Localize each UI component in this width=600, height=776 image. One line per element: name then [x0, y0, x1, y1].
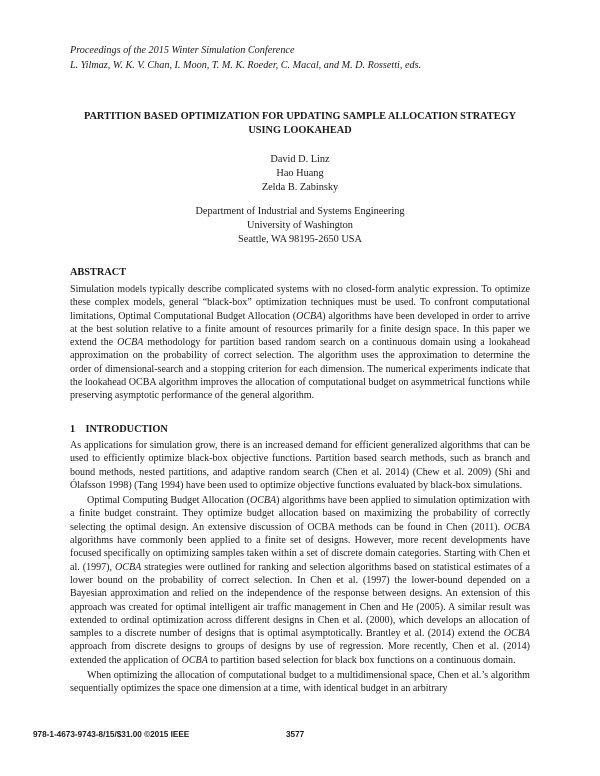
affiliation — [0, 205, 600, 247]
paper-title — [40, 110, 560, 138]
address: Seattle, WA 98195-2650 USA — [238, 234, 362, 245]
abstract-heading: ABSTRACT — [70, 267, 127, 278]
university: University of Washington — [247, 220, 353, 231]
department: Department of Industrial and Systems Engineering — [195, 206, 405, 217]
page-number: 3577 — [286, 730, 305, 739]
introduction-heading: 1 INTRODUCTION — [70, 424, 168, 435]
title-line-2: USING LOOKAHEAD — [248, 125, 352, 136]
isbn-line: 978-1-4673-9743-8/15/$31.00 ©2015 IEEE — [33, 730, 190, 739]
intro-paragraph-3: When optimizing the allocation of computational budget to a multidimensional space, Chen et al.’s algorithm sequentially optimizes the space one dimension at a time, with identical budget in an arbitrary — [70, 670, 530, 695]
abstract-body — [70, 283, 530, 403]
title-line-1: PARTITION BASED OPTIMIZATION FOR UPDATING SAMPLE ALLOCATION STRATEGY — [83, 111, 517, 122]
introduction-body — [70, 439, 530, 696]
author-name: Zelda B. Zabinsky — [261, 182, 339, 193]
abstract-paragraph: Simulation models typically describe complicated systems with no closed-form analytic expression. To optimize these complex models, general “black-box” optimization techniques must be used. To confront computational limitations, Optimal Computational Budget Allocation (OCBA) algorithms have been developed in order to arrive at the best solution relative to a finite amount of resources primarily for a finite design space. In this paper we extend the OCBA methodology for partition based random search on a continuous domain using a lookahead approximation on the probability of correct selection. The algorithm uses the approximation to determine the order of dimensional-search and a stopping criterion for each dimension. The numerical experiments indicate that the lookahead OCBA algorithm improves the allocation of computational budget on asymmetrical functions while preserving asymptotic performance of the general algorithm. — [70, 284, 531, 402]
conference-name: Proceedings of the 2015 Winter Simulation Conference — [70, 45, 295, 56]
editors-line: L. Yilmaz, W. K. V. Chan, I. Moon, T. M. K. Roeder, C. Macal, and M. D. Rossetti, eds. — [70, 60, 422, 71]
author-name: David D. Linz — [270, 154, 330, 165]
intro-paragraph-1: As applications for simulation grow, there is an increased demand for efficient generalized algorithms that can be used to efficiently optimize black-box objective functions. Partition based search methods, such as branch and bound methods, nested partitions, and adaptive random search (Chen et al. 2014) (Chew et al. 2009) (Shi and Ólafsson 1998) (Tang 1994) have been used to optimize objective functions evaluated by black-box simulations. — [70, 440, 530, 491]
intro-paragraph-2: Optimal Computing Budget Allocation (OCBA) algorithms have been applied to simulation optimization with a finite budget constraint. They optimize budget allocation based on maximizing the probability of correctly selecting the optimal design. An extensive discussion of OCBA methods can be found in Chen (2011). OCBA algorithms have commonly been applied to a finite set of designs. However, more recent developments have focused specifically on optimizing samples taken within a set of discrete domain categories. Starting with Chen et al. (1997), OCBA strategies were outlined for ranking and selection algorithms based on statistical estimates of a lower bound on the probability of correct selection. In Chen et al. (1997) the lower-bound depended on a Bayesian approximation and relied on the independence of the response between designs. An extension of this approach was created for optimal intelligent air traffic management in Chen and He (2005). A similar result was extended to ordinal optimization across different designs in Chen et al. (2000), which develops an allocation of samples to a discrete number of designs that is optimal asymptotically. Brantley et al. (2014) extend the OCBA approach from discrete designs to groups of designs by use of regression. More recently, Chen et al. (2014) extended the application of OCBA to partition based selection for black box functions on a continuous domain. — [70, 495, 530, 666]
author-name: Hao Huang — [276, 168, 324, 179]
author-list — [0, 153, 600, 195]
